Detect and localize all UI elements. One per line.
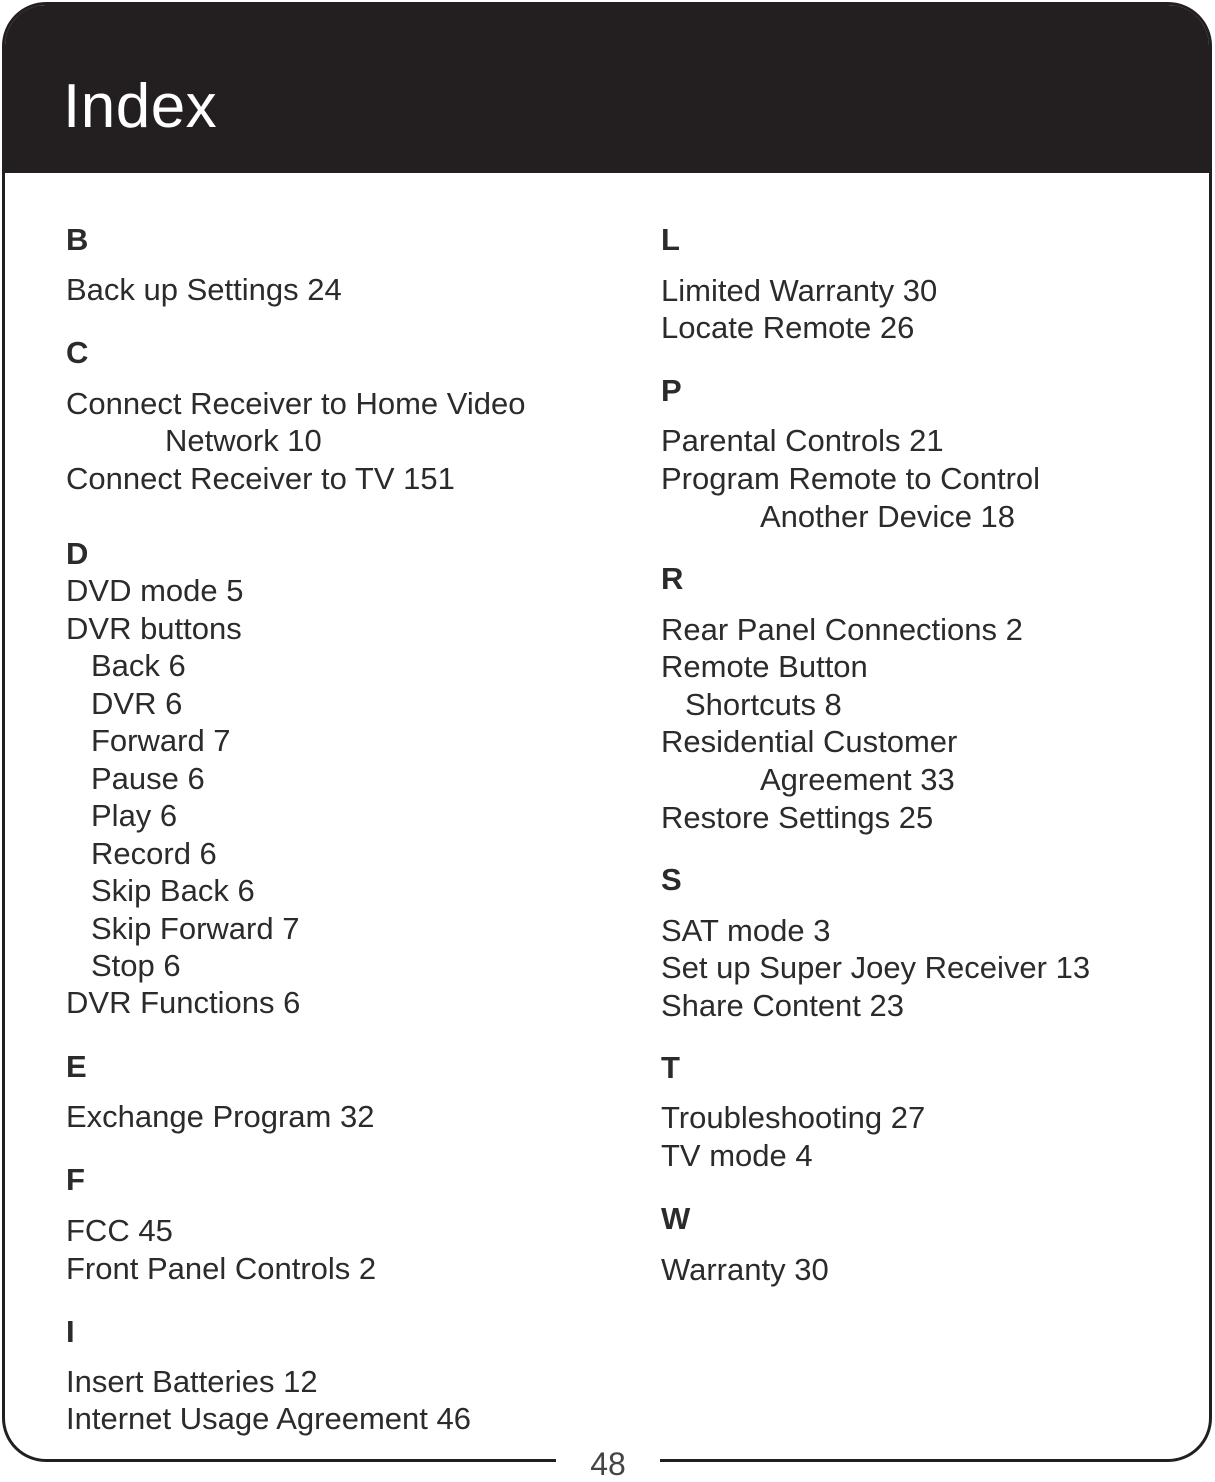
index-subentry: Stop 6	[91, 948, 181, 983]
index-entry-continuation: Agreement 33	[760, 762, 955, 797]
index-subentry: Pause 6	[91, 761, 205, 796]
index-letter-t: T	[661, 1050, 680, 1085]
index-entry: Locate Remote 26	[661, 310, 915, 345]
index-entry: Rear Panel Connections 2	[661, 612, 1023, 647]
index-entry: Warranty 30	[661, 1252, 829, 1287]
index-entry: DVR Functions 6	[66, 985, 301, 1020]
index-entry: Residential Customer	[661, 724, 958, 759]
index-entry: TV mode 4	[661, 1138, 813, 1173]
index-entry: SAT mode 3	[661, 913, 831, 948]
index-entry: Limited Warranty 30	[661, 273, 938, 308]
index-letter-i: I	[66, 1314, 75, 1349]
index-entry-continuation: Network 10	[165, 423, 322, 458]
index-entry: FCC 45	[66, 1213, 173, 1248]
index-entry: Connect Receiver to TV 151	[66, 461, 455, 496]
index-entry: Remote Button	[661, 649, 868, 684]
index-entry: Restore Settings 25	[661, 800, 934, 835]
index-subentry: Back 6	[91, 648, 186, 683]
index-entry: Troubleshooting 27	[661, 1100, 926, 1135]
index-entry: Connect Receiver to Home Video	[66, 386, 526, 421]
index-letter-c: C	[66, 335, 89, 370]
index-entry: Set up Super Joey Receiver 13	[661, 950, 1091, 985]
index-letter-f: F	[66, 1162, 85, 1197]
index-letter-w: W	[661, 1201, 691, 1236]
index-subentry: Shortcuts 8	[685, 687, 842, 722]
index-letter-e: E	[66, 1049, 87, 1084]
index-letter-d: D	[66, 536, 89, 571]
index-letter-r: R	[661, 561, 684, 596]
index-letter-l: L	[661, 222, 680, 257]
index-subentry: Skip Forward 7	[91, 911, 300, 946]
index-subentry: Play 6	[91, 798, 178, 833]
index-entry: Insert Batteries 12	[66, 1364, 318, 1399]
index-subentry: DVR 6	[91, 686, 183, 721]
index-entry: DVR buttons	[66, 611, 242, 646]
index-entry: Front Panel Controls 2	[66, 1251, 377, 1286]
index-entry: Internet Usage Agreement 46	[66, 1401, 471, 1436]
index-letter-p: P	[661, 373, 682, 408]
index-subentry: Skip Back 6	[91, 873, 255, 908]
index-entry-continuation: Another Device 18	[760, 499, 1016, 534]
index-entry: Exchange Program 32	[66, 1099, 375, 1134]
index-letter-b: B	[66, 222, 89, 257]
page-number: 48	[590, 1446, 626, 1482]
index-subentry: Forward 7	[91, 723, 231, 758]
index-entry: Share Content 23	[661, 988, 905, 1023]
index-subentry: Record 6	[91, 836, 217, 871]
index-entry: Program Remote to Control	[661, 461, 1041, 496]
page-title: Index	[63, 72, 218, 141]
index-entry: Parental Controls 21	[661, 423, 944, 458]
header-bar	[5, 5, 1209, 173]
index-entry: DVD mode 5	[66, 573, 244, 608]
index-letter-s: S	[661, 862, 682, 897]
index-entry: Back up Settings 24	[66, 272, 342, 307]
